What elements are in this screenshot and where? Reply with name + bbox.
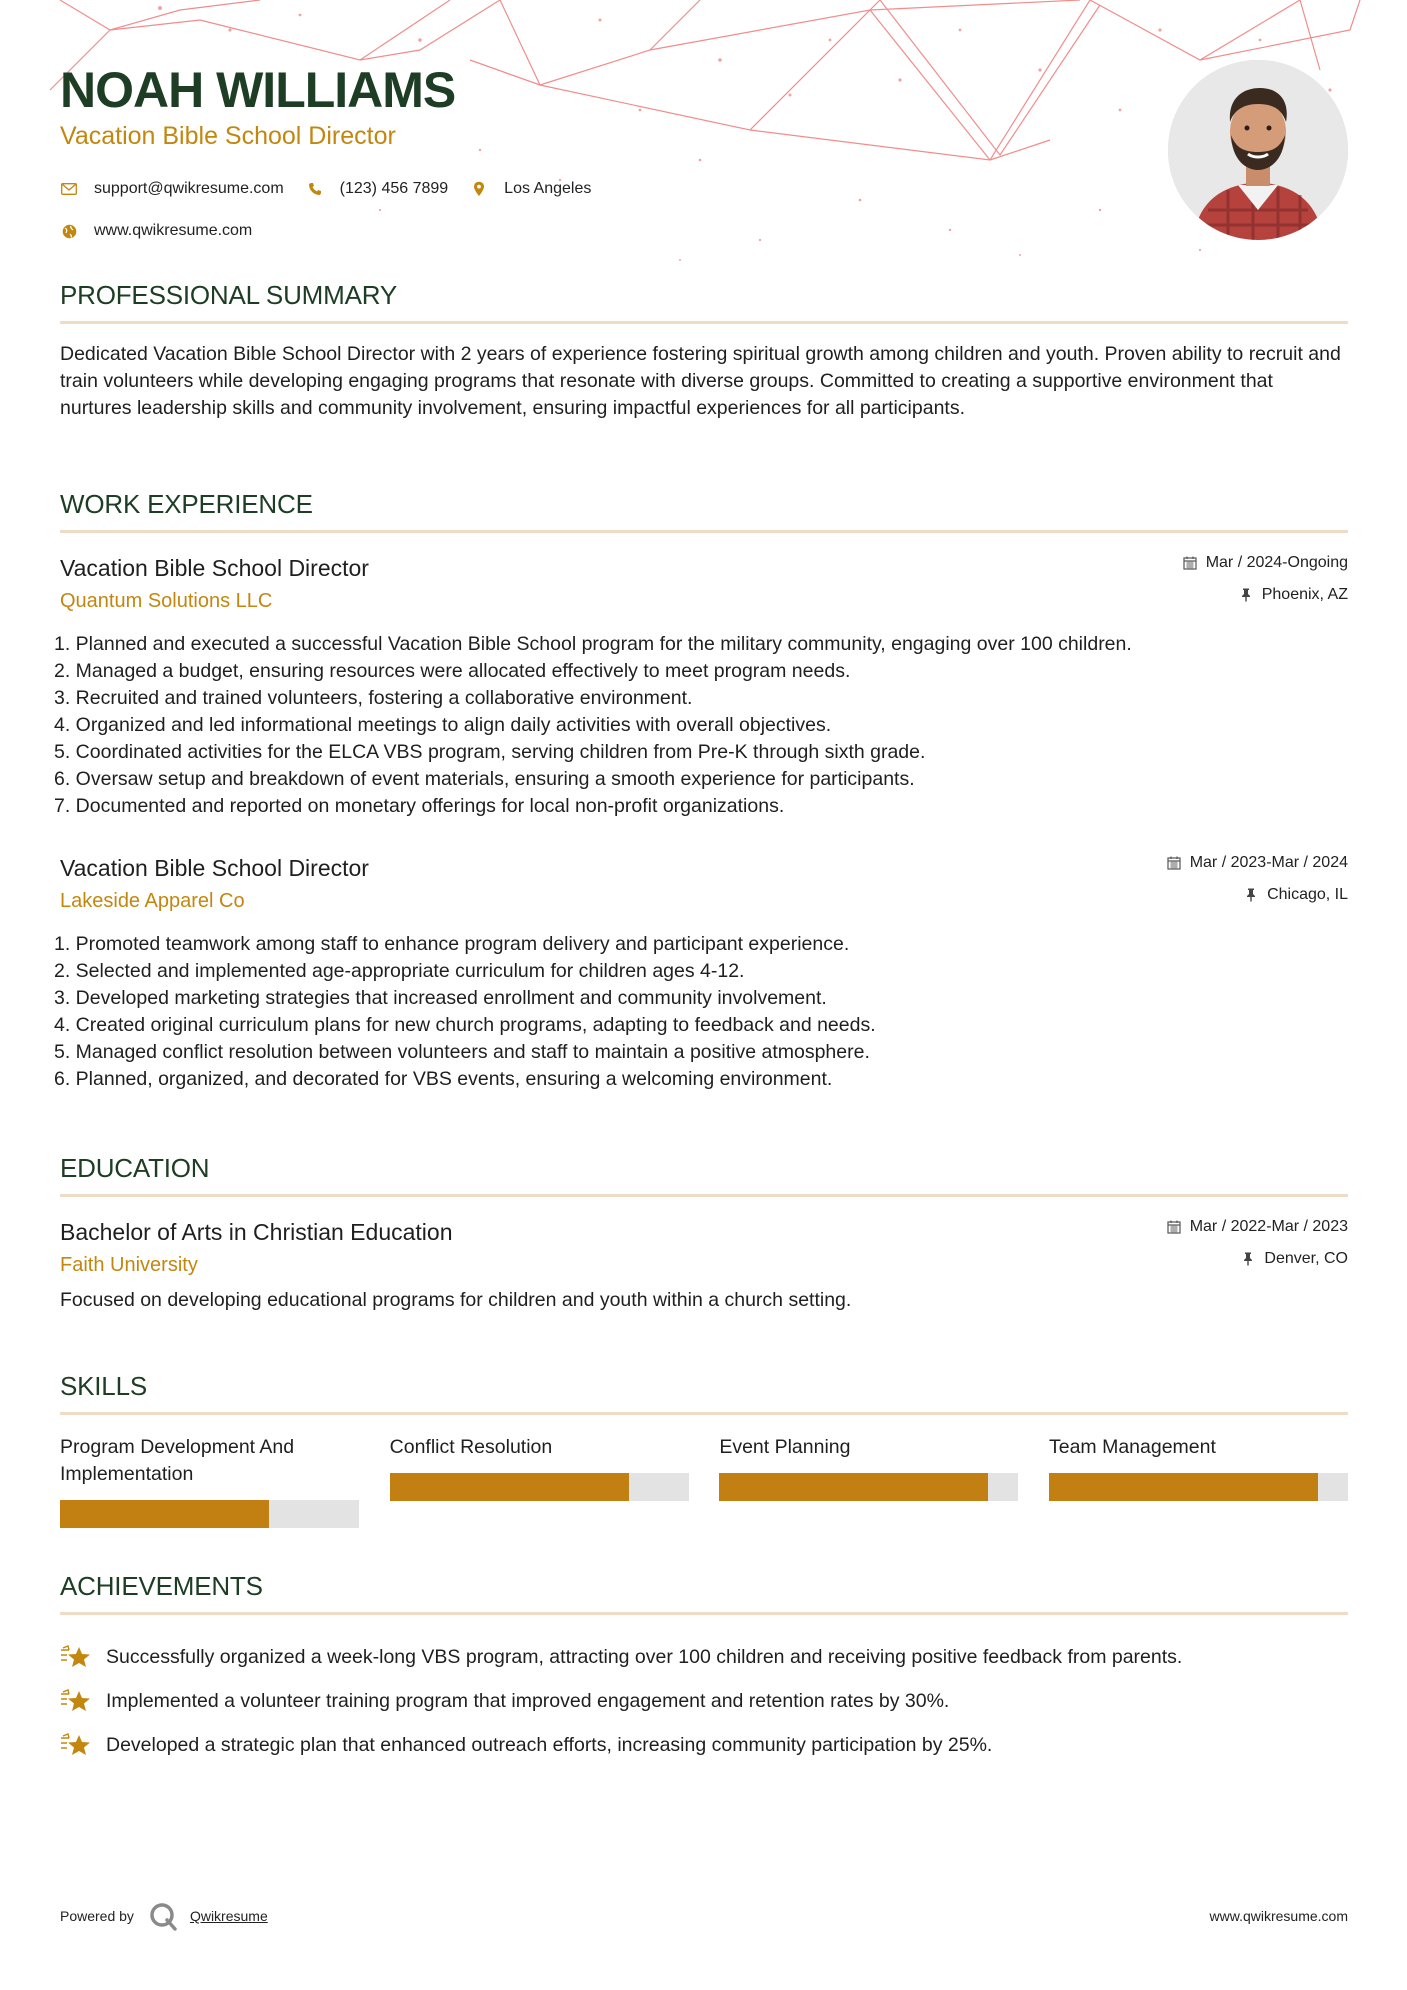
section-divider — [60, 1612, 1348, 1615]
section-heading: SKILLS — [60, 1371, 147, 1401]
contact-location — [470, 180, 591, 198]
job-title: Vacation Bible School Director — [60, 855, 369, 881]
education-location — [1166, 1249, 1348, 1269]
skill-bar-fill — [390, 1473, 629, 1501]
section-skills — [60, 1369, 1348, 1528]
contact-website[interactable] — [60, 222, 252, 240]
skill-item — [1049, 1434, 1348, 1528]
contact-location-text: Los Angeles — [504, 180, 592, 197]
list-item: 5. Coordinated activities for the ELCA VBS program, serving children from Pre-K through sixth grade. — [54, 741, 926, 763]
envelope-icon — [60, 180, 78, 198]
section-achievements — [60, 1569, 1348, 1767]
section-heading: WORK EXPERIENCE — [60, 489, 313, 519]
list-item: 7. Documented and reported on monetary offerings for local non-profit organizations. — [54, 795, 785, 817]
education-description: Focused on developing educational programs for children and youth within a church setting. — [60, 1289, 852, 1311]
skill-bar-fill — [1049, 1473, 1318, 1501]
skill-item — [390, 1434, 689, 1528]
pushpin-icon — [1243, 887, 1259, 903]
list-item: 4. Organized and led informational meetings to align daily activities with overall objectives. — [54, 714, 832, 736]
job-header — [60, 853, 1348, 915]
job-company: Lakeside Apparel Co — [60, 890, 245, 912]
list-item: 4. Created original curriculum plans for new church programs, adapting to feedback and needs. — [54, 1014, 876, 1036]
job-bullets — [54, 631, 1348, 820]
job-location — [1166, 885, 1348, 905]
profile-photo — [1168, 60, 1348, 240]
degree-title: Bachelor of Arts in Christian Education — [60, 1219, 453, 1245]
job-dates — [1166, 853, 1348, 873]
candidate-title: Vacation Bible School Director — [60, 122, 396, 150]
contact-row-secondary — [60, 218, 1348, 244]
section-education — [60, 1151, 1348, 1314]
contact-phone-text: (123) 456 7899 — [339, 180, 449, 197]
resume-header — [60, 60, 1348, 250]
list-item: 6. Oversaw setup and breakdown of event materials, ensuring a smooth experience for participants. — [54, 768, 915, 790]
achievement-text: Successfully organized a week-long VBS program, attracting over 100 children and receiving positive feedback from parents. — [106, 1645, 1183, 1668]
skill-bar-fill — [60, 1500, 269, 1528]
section-heading: PROFESSIONAL SUMMARY — [60, 280, 397, 310]
job-title: Vacation Bible School Director — [60, 555, 369, 581]
qwikresume-logo-icon — [148, 1901, 178, 1931]
list-item: 2. Selected and implemented age-appropriate curriculum for children ages 4-12. — [54, 960, 745, 982]
contact-row-primary — [60, 176, 1348, 202]
job-header — [60, 553, 1348, 615]
powered-by-label: Powered by — [60, 1908, 134, 1924]
job-company: Quantum Solutions LLC — [60, 590, 273, 612]
education-meta — [1166, 1217, 1348, 1269]
star-medal-icon — [60, 1687, 92, 1715]
map-pin-icon — [470, 180, 488, 198]
list-item: 2. Managed a budget, ensuring resources were allocated effectively to meet program needs. — [54, 660, 851, 682]
job-bullets — [54, 931, 1348, 1093]
skill-name: Program Development And Implementation — [60, 1436, 295, 1485]
star-medal-icon — [60, 1643, 92, 1671]
skill-bar — [719, 1473, 1018, 1501]
star-medal-icon — [60, 1731, 92, 1759]
skill-item — [60, 1434, 359, 1528]
job-entry — [54, 553, 1348, 820]
job-location-text: Chicago, IL — [1267, 886, 1348, 903]
pushpin-icon — [1238, 587, 1254, 603]
job-dates — [1182, 553, 1348, 573]
footer-branding — [60, 1901, 268, 1931]
skill-bar-fill — [719, 1473, 988, 1501]
job-meta — [1166, 853, 1348, 905]
section-divider — [60, 321, 1348, 324]
contact-phone[interactable] — [306, 180, 449, 198]
skill-name: Conflict Resolution — [389, 1436, 553, 1458]
section-heading: ACHIEVEMENTS — [60, 1571, 263, 1601]
list-item — [60, 1723, 1348, 1767]
list-item — [60, 1679, 1348, 1723]
education-header — [60, 1217, 1348, 1279]
skill-name: Event Planning — [719, 1436, 851, 1458]
achievements-list — [60, 1635, 1348, 1767]
job-location — [1182, 585, 1348, 605]
job-dates-text: Mar / 2023-Mar / 2024 — [1189, 854, 1348, 871]
calendar-icon — [1166, 1219, 1182, 1235]
phone-icon — [306, 180, 324, 198]
education-dates — [1166, 1217, 1348, 1237]
contact-website-text: www.qwikresume.com — [94, 222, 253, 239]
summary-paragraph: Dedicated Vacation Bible School Director with 2 years of experience fostering spiritual growth among children and youth. Proven ability to recruit and train volunteers while developing engaging programs that resonate with diverse groups. Committed to creating a supportive environment that nurtures leadership skills and community involvement, ensuring impactful experiences for all participants. — [60, 343, 1341, 419]
achievement-text: Implemented a volunteer training program that improved engagement and retention rates by 30%. — [106, 1689, 950, 1712]
footer-website[interactable]: www.qwikresume.com — [1209, 1908, 1348, 1924]
contact-email[interactable] — [60, 180, 284, 198]
skill-bar — [1049, 1473, 1348, 1501]
education-entry — [60, 1217, 1348, 1314]
globe-icon — [60, 222, 78, 240]
section-work-experience — [54, 487, 1348, 1093]
achievement-text: Developed a strategic plan that enhanced outreach efforts, increasing community participation by 25%. — [106, 1733, 993, 1756]
job-location-text: Phoenix, AZ — [1261, 586, 1348, 603]
skill-item — [719, 1434, 1018, 1528]
section-professional-summary — [60, 278, 1348, 422]
list-item: 1. Promoted teamwork among staff to enhance program delivery and participant experience. — [54, 933, 850, 955]
contact-email-text: support@qwikresume.com — [94, 180, 284, 197]
school-name: Faith University — [60, 1254, 198, 1276]
job-meta — [1182, 553, 1348, 605]
calendar-icon — [1166, 855, 1182, 871]
skills-grid — [60, 1434, 1348, 1528]
list-item — [60, 1635, 1348, 1679]
education-location-text: Denver, CO — [1264, 1250, 1348, 1267]
list-item: 3. Recruited and trained volunteers, fostering a collaborative environment. — [54, 687, 693, 709]
education-dates-text: Mar / 2022-Mar / 2023 — [1189, 1218, 1348, 1235]
list-item: 1. Planned and executed a successful Vacation Bible School program for the military community, engaging over 100 children. — [54, 633, 1132, 655]
section-heading: EDUCATION — [60, 1153, 210, 1183]
candidate-name: NOAH WILLIAMS — [60, 62, 456, 118]
page-footer — [60, 1896, 1348, 1936]
job-entry — [54, 853, 1348, 1093]
list-item: 3. Developed marketing strategies that increased enrollment and community involvement. — [54, 987, 827, 1009]
skill-bar — [390, 1473, 689, 1501]
section-divider — [60, 530, 1348, 533]
list-item: 5. Managed conflict resolution between volunteers and staff to maintain a positive atmosphere. — [54, 1041, 870, 1063]
list-item: 6. Planned, organized, and decorated for VBS events, ensuring a welcoming environment. — [54, 1068, 833, 1090]
section-divider — [60, 1194, 1348, 1197]
skill-name: Team Management — [1048, 1436, 1216, 1458]
skill-bar — [60, 1500, 359, 1528]
qwikresume-link[interactable]: Qwikresume — [189, 1908, 268, 1924]
section-divider — [60, 1412, 1348, 1415]
calendar-icon — [1182, 555, 1198, 571]
job-dates-text: Mar / 2024-Ongoing — [1205, 554, 1348, 571]
pushpin-icon — [1240, 1251, 1256, 1267]
